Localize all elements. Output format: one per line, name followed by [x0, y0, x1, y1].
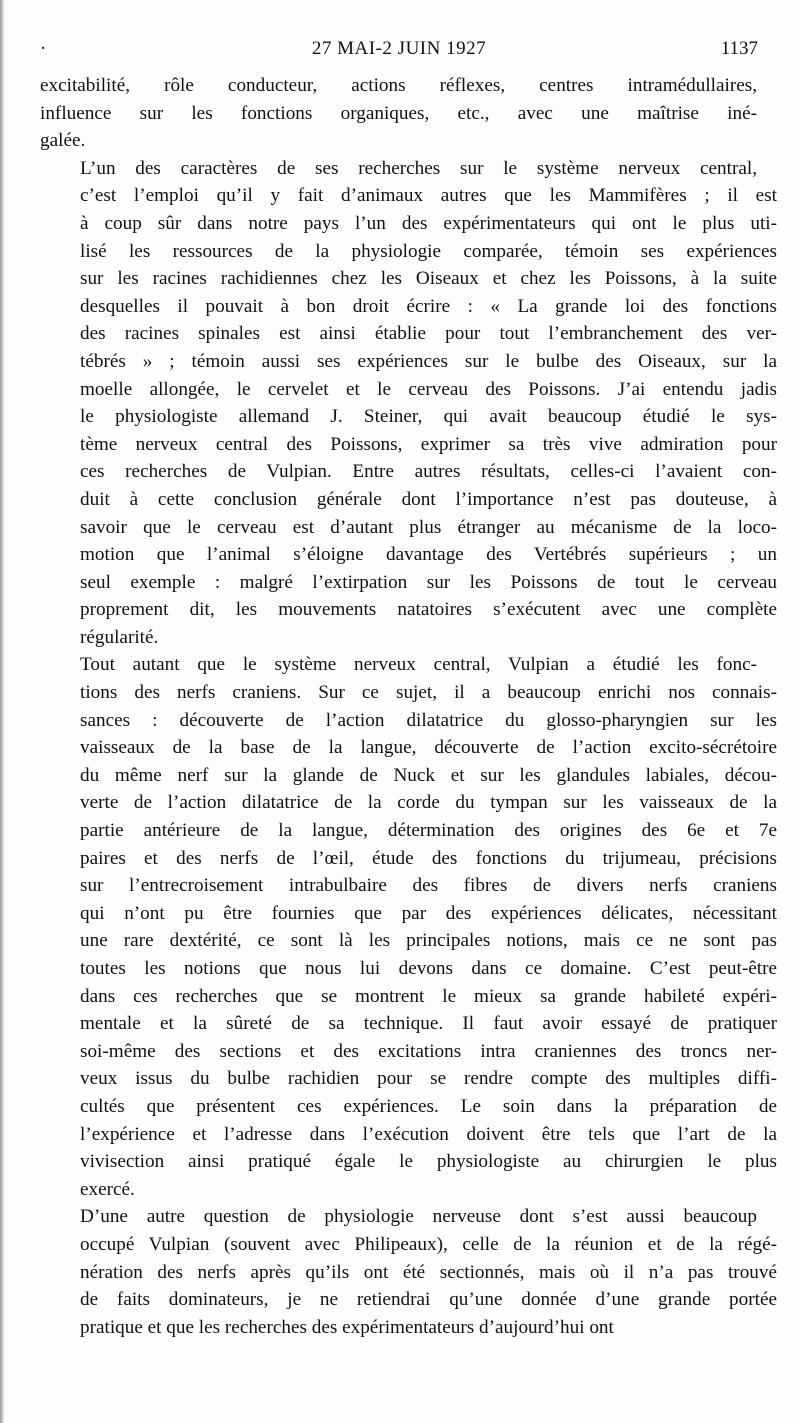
- text-line: sur l’entrecroisement intrabulbaire des fibres de divers nerfs craniens: [80, 875, 777, 897]
- text-line: savoir que le cerveau est d’autant plus étranger au mécanisme de la loco-: [80, 516, 777, 538]
- text-line: tions des nerfs craniens. Sur ce sujet, il a beaucoup enrichi nos connais-: [80, 682, 777, 704]
- text-line: paires et des nerfs de l’œil, étude des fonctions du trijumeau, précisions: [80, 847, 777, 869]
- text-line: lisé les ressources de la physiologie comparée, témoin ses expériences: [80, 240, 777, 262]
- text-line: proprement dit, les mouvements natatoires s’exécutent avec une complète: [80, 599, 777, 621]
- text-line: sances : découverte de l’action dilatatrice du glosso-pharyngien sur les: [80, 709, 777, 731]
- text-line: desquelles il pouvait à bon droit écrire : « La grande loi des fonctions: [80, 295, 777, 317]
- paragraph: [40, 651, 777, 1203]
- text-line: soi-même des sections et des excitations intra craniennes des troncs ner-: [80, 1040, 777, 1062]
- text-line: excitabilité, rôle conducteur, actions réflexes, centres intramédullaires,: [40, 75, 757, 96]
- paragraph: [40, 1203, 777, 1341]
- text-line: vivisection ainsi pratiqué égale le physiologiste au chirurgien le plus: [80, 1151, 777, 1173]
- page-header: [40, 38, 758, 64]
- text-line: toutes les notions que nous lui devons dans ce domaine. C’est peut-être: [80, 958, 777, 979]
- text-line: cultés que présentent ces expériences. Le soin dans la préparation de: [80, 1095, 777, 1117]
- text-line: verte de l’action dilatatrice de la corde du tympan sur les vaisseaux de la: [80, 792, 777, 814]
- text-line: exercé.: [80, 1178, 135, 1200]
- text-line: nération des nerfs après qu’ils ont été sectionnés, mais où il n’a pas trouvé: [80, 1261, 777, 1283]
- text-line: à coup sûr dans notre pays l’un des expérimentateurs qui ont le plus uti-: [80, 212, 777, 234]
- text-line: duit à cette conclusion générale dont l’importance n’est pas douteuse, à: [80, 488, 777, 510]
- text-line: seul exemple : malgré l’extirpation sur les Poissons de tout le cerveau: [80, 571, 777, 593]
- text-line: tème nerveux central des Poissons, exprimer sa très vive admiration pour: [80, 433, 777, 455]
- text-line: L’un des caractères de ses recherches sur le système nerveux central,: [80, 157, 757, 179]
- text-line: qui n’ont pu être fournies que par des expériences délicates, nécessitant: [80, 902, 777, 924]
- text-line: c’est l’emploi qu’il y fait d’animaux autres que les Mammifères ; il est: [80, 185, 777, 207]
- paragraph: [40, 155, 777, 652]
- text-line: sur les racines rachidiennes chez les Oiseaux et chez les Poissons, à la suite: [80, 268, 777, 290]
- page-number: 1137: [720, 38, 758, 59]
- text-line: vaisseaux de la base de la langue, découverte de l’action excito-sécrétoire: [80, 737, 777, 759]
- text-line: moelle allongée, le cervelet et le cerveau des Poissons. J’ai entendu jadis: [80, 378, 777, 400]
- text-line: des racines spinales est ainsi établie pour tout l’embranchement des ver-: [80, 323, 777, 345]
- text-line: l’expérience et l’adresse dans l’exécution doivent être tels que l’art de la: [80, 1123, 777, 1145]
- text-line: galée.: [40, 130, 86, 152]
- text-line: ces recherches de Vulpian. Entre autres résultats, celles-ci l’avaient con-: [80, 461, 777, 483]
- paragraph: [40, 72, 757, 155]
- text-line: Tout autant que le système nerveux central, Vulpian a étudié les fonc-: [80, 654, 757, 676]
- text-line: du même nerf sur la glande de Nuck et sur les glandules labiales, décou-: [80, 764, 777, 786]
- header-marker: ·: [40, 38, 47, 59]
- page-edge-shadow: [0, 0, 4, 1423]
- body-text: [40, 72, 777, 1341]
- text-line: dans ces recherches que se montrent le mieux sa grande habileté expéri-: [80, 985, 777, 1007]
- text-line: D’une autre question de physiologie nerveuse dont s’est aussi beaucoup: [80, 1206, 757, 1228]
- text-line: partie antérieure de la langue, détermination des origines des 6e et 7e: [80, 820, 777, 842]
- text-line: pratique et que les recherches des expérimentateurs d’aujourd’hui ont: [80, 1316, 614, 1338]
- text-line: motion que l’animal s’éloigne davantage des Vertébrés supérieurs ; un: [80, 544, 777, 566]
- text-line: de faits dominateurs, je ne retiendrai qu’une donnée d’une grande portée: [80, 1289, 777, 1311]
- running-title: 27 MAI-2 JUIN 1927: [311, 38, 487, 59]
- text-line: le physiologiste allemand J. Steiner, qui avait beaucoup étudié le sys-: [80, 406, 777, 428]
- text-line: influence sur les fonctions organiques, etc., avec une maîtrise iné-: [40, 102, 757, 124]
- text-line: régularité.: [80, 626, 159, 648]
- text-line: occupé Vulpian (souvent avec Philipeaux), celle de la réunion et de la régé-: [80, 1233, 777, 1255]
- text-line: mentale et la sûreté de sa technique. Il faut avoir essayé de pratiquer: [80, 1013, 777, 1035]
- text-line: veux issus du bulbe rachidien pour se rendre compte des multiples diffi-: [80, 1068, 777, 1090]
- text-line: tébrés » ; témoin aussi ses expériences sur le bulbe des Oiseaux, sur la: [80, 350, 777, 372]
- text-line: une rare dextérité, ce sont là les principales notions, mais ce ne sont pas: [80, 930, 777, 952]
